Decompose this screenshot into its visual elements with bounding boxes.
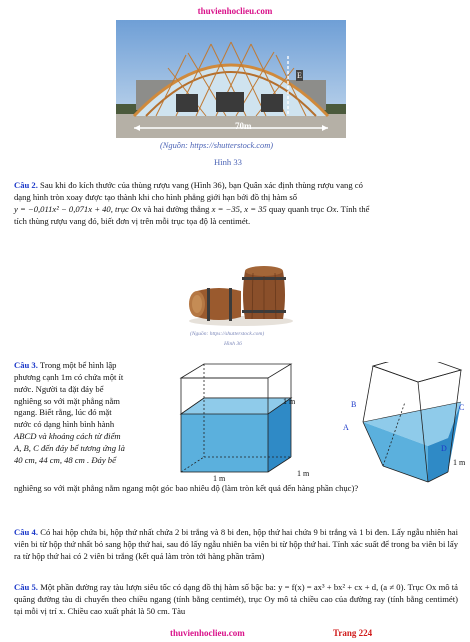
figure-33-source: (Nguồn: https://shutterstock.com) [160,141,274,150]
tank-left-side-label: 1 m [283,397,296,406]
page-number: Trang 224 [333,628,373,638]
q2-line-2: dạng hình tròn xoay được tạo thành khi cho hình phẳng giới hạn bởi đồ thị hàm số [14,191,297,202]
question-5 [14,582,458,618]
figure-36-source: (Nguồn: https://shutterstock.com) [190,331,265,337]
q3-line-10: nghiêng so với mặt phẳng nằm ngang một góc bao nhiêu độ (làm tròn kết quả đến hàng phần chục)? [14,483,359,493]
tank-tilted [363,362,461,482]
tank-right-side-label: 1 m [453,458,466,467]
barrel-lying [189,288,241,321]
q3-line-3: nước. Người ta đặt đáy bể [14,383,104,394]
q5-label: Câu 5. [14,582,38,592]
arch-building-photo [116,20,346,138]
site-header[interactable]: thuvienhoclieu.com [197,6,273,16]
q3-line-6: nước có dạng hình bình hành [14,419,115,430]
q5-text: Một phần đường ray tàu lượn siêu tốc có dạng đồ thị hàm số bậc ba: y = f(x) = ax³ + bx² + cx + d, (a ≠ 0). Trục Ox mô tả quãng đường tàu di chuyển theo chiều ngang (tính bằng centimét), trục Oy mô tả chiều cao của đường ray (tính bằng centimét) tại mỗi vị trí x. Chiều cao xuất phát là 50 cm. Tàu [14,582,458,616]
point-a-label: A [343,423,349,432]
question-2 [14,180,458,227]
q2-text-5: . Tính thể [336,203,370,214]
wine-barrels-photo [183,255,295,329]
q2-text-4: quay quanh trục [268,203,325,214]
q2-lines: x = −35, x = 35 [211,203,267,214]
q3-line-9: 40 cm, 44 cm, 48 cm . Đáy bể [14,454,116,465]
tanks-diagram [173,362,468,484]
q2-axis-1: Ox [131,203,142,214]
tank-level [181,364,291,472]
width-label: 70m [235,121,252,131]
point-d-label: D [441,444,447,453]
q2-label: Câu 2. [14,180,38,190]
q2-text-1: Sau khi đo kích thước của thùng rượu vang (Hình 36), bạn Quân xác định thùng rượu vang có [40,180,363,190]
point-b-label: B [351,400,357,409]
tank-left-bottom-label: 1 m [213,474,226,483]
point-e-label: E [297,71,302,80]
question-3 [14,360,174,467]
q3-line-4: nghiêng so với mặt phẳng nằm [14,395,120,406]
q3-line-7: ABCD và khoảng cách từ điểm [14,431,121,442]
q2-line-3 [14,204,458,216]
q2-function: y = −0,011x² − 0,071x + 40, trục [14,203,129,214]
q2-text-3: và hai đường thẳng [143,203,210,214]
footer-site[interactable]: thuvienhoclieu.com [170,628,245,638]
q3-line-2: phương cạnh 1m có chứa một ít [14,371,124,382]
q4-text: Có hai hộp chứa bi, hộp thứ nhất chứa 2 bi trắng và 8 bi đen, hộp thứ hai chứa 9 bi trắng và 1 bi đen. Lấy ngẫu nhiên hai viên bi từ hộp thứ nhất bỏ sang hộp thứ hai, sau đó lấy ngẫu nhiên ba viên bi từ hộp thứ hai. Tính xác suất để trong ba viên bi lấy ra từ hộp thứ hai có 2 viên bi trắng (kết quả làm tròn tới hàng phần trăm) [14,527,458,561]
q2-axis-2: Ox [326,203,337,214]
barrel-standing [242,266,286,319]
point-c-label: C [459,403,465,412]
figure-33-title: Hình 33 [214,157,242,167]
question-4 [14,527,458,563]
q2-line-1 [14,180,458,192]
q3-line-1 [14,360,174,372]
q3-text-1: Trong một bể hình lập [39,360,117,370]
q3-line-8: A, B, C đến đáy bể tương ứng là [14,443,125,454]
figure-36-title: Hình 36 [224,341,242,347]
tank-left-depth-label: 1 m [297,469,310,478]
q4-label: Câu 4. [14,527,38,537]
q2-line-4: tích thùng rượu vang đó, biết đơn vị trên mỗi trục tọa độ là centimét. [14,215,251,226]
q3-label: Câu 3. [14,360,38,370]
q3-line-5: ngang. Biết rằng, lúc đó mặt [14,407,112,418]
